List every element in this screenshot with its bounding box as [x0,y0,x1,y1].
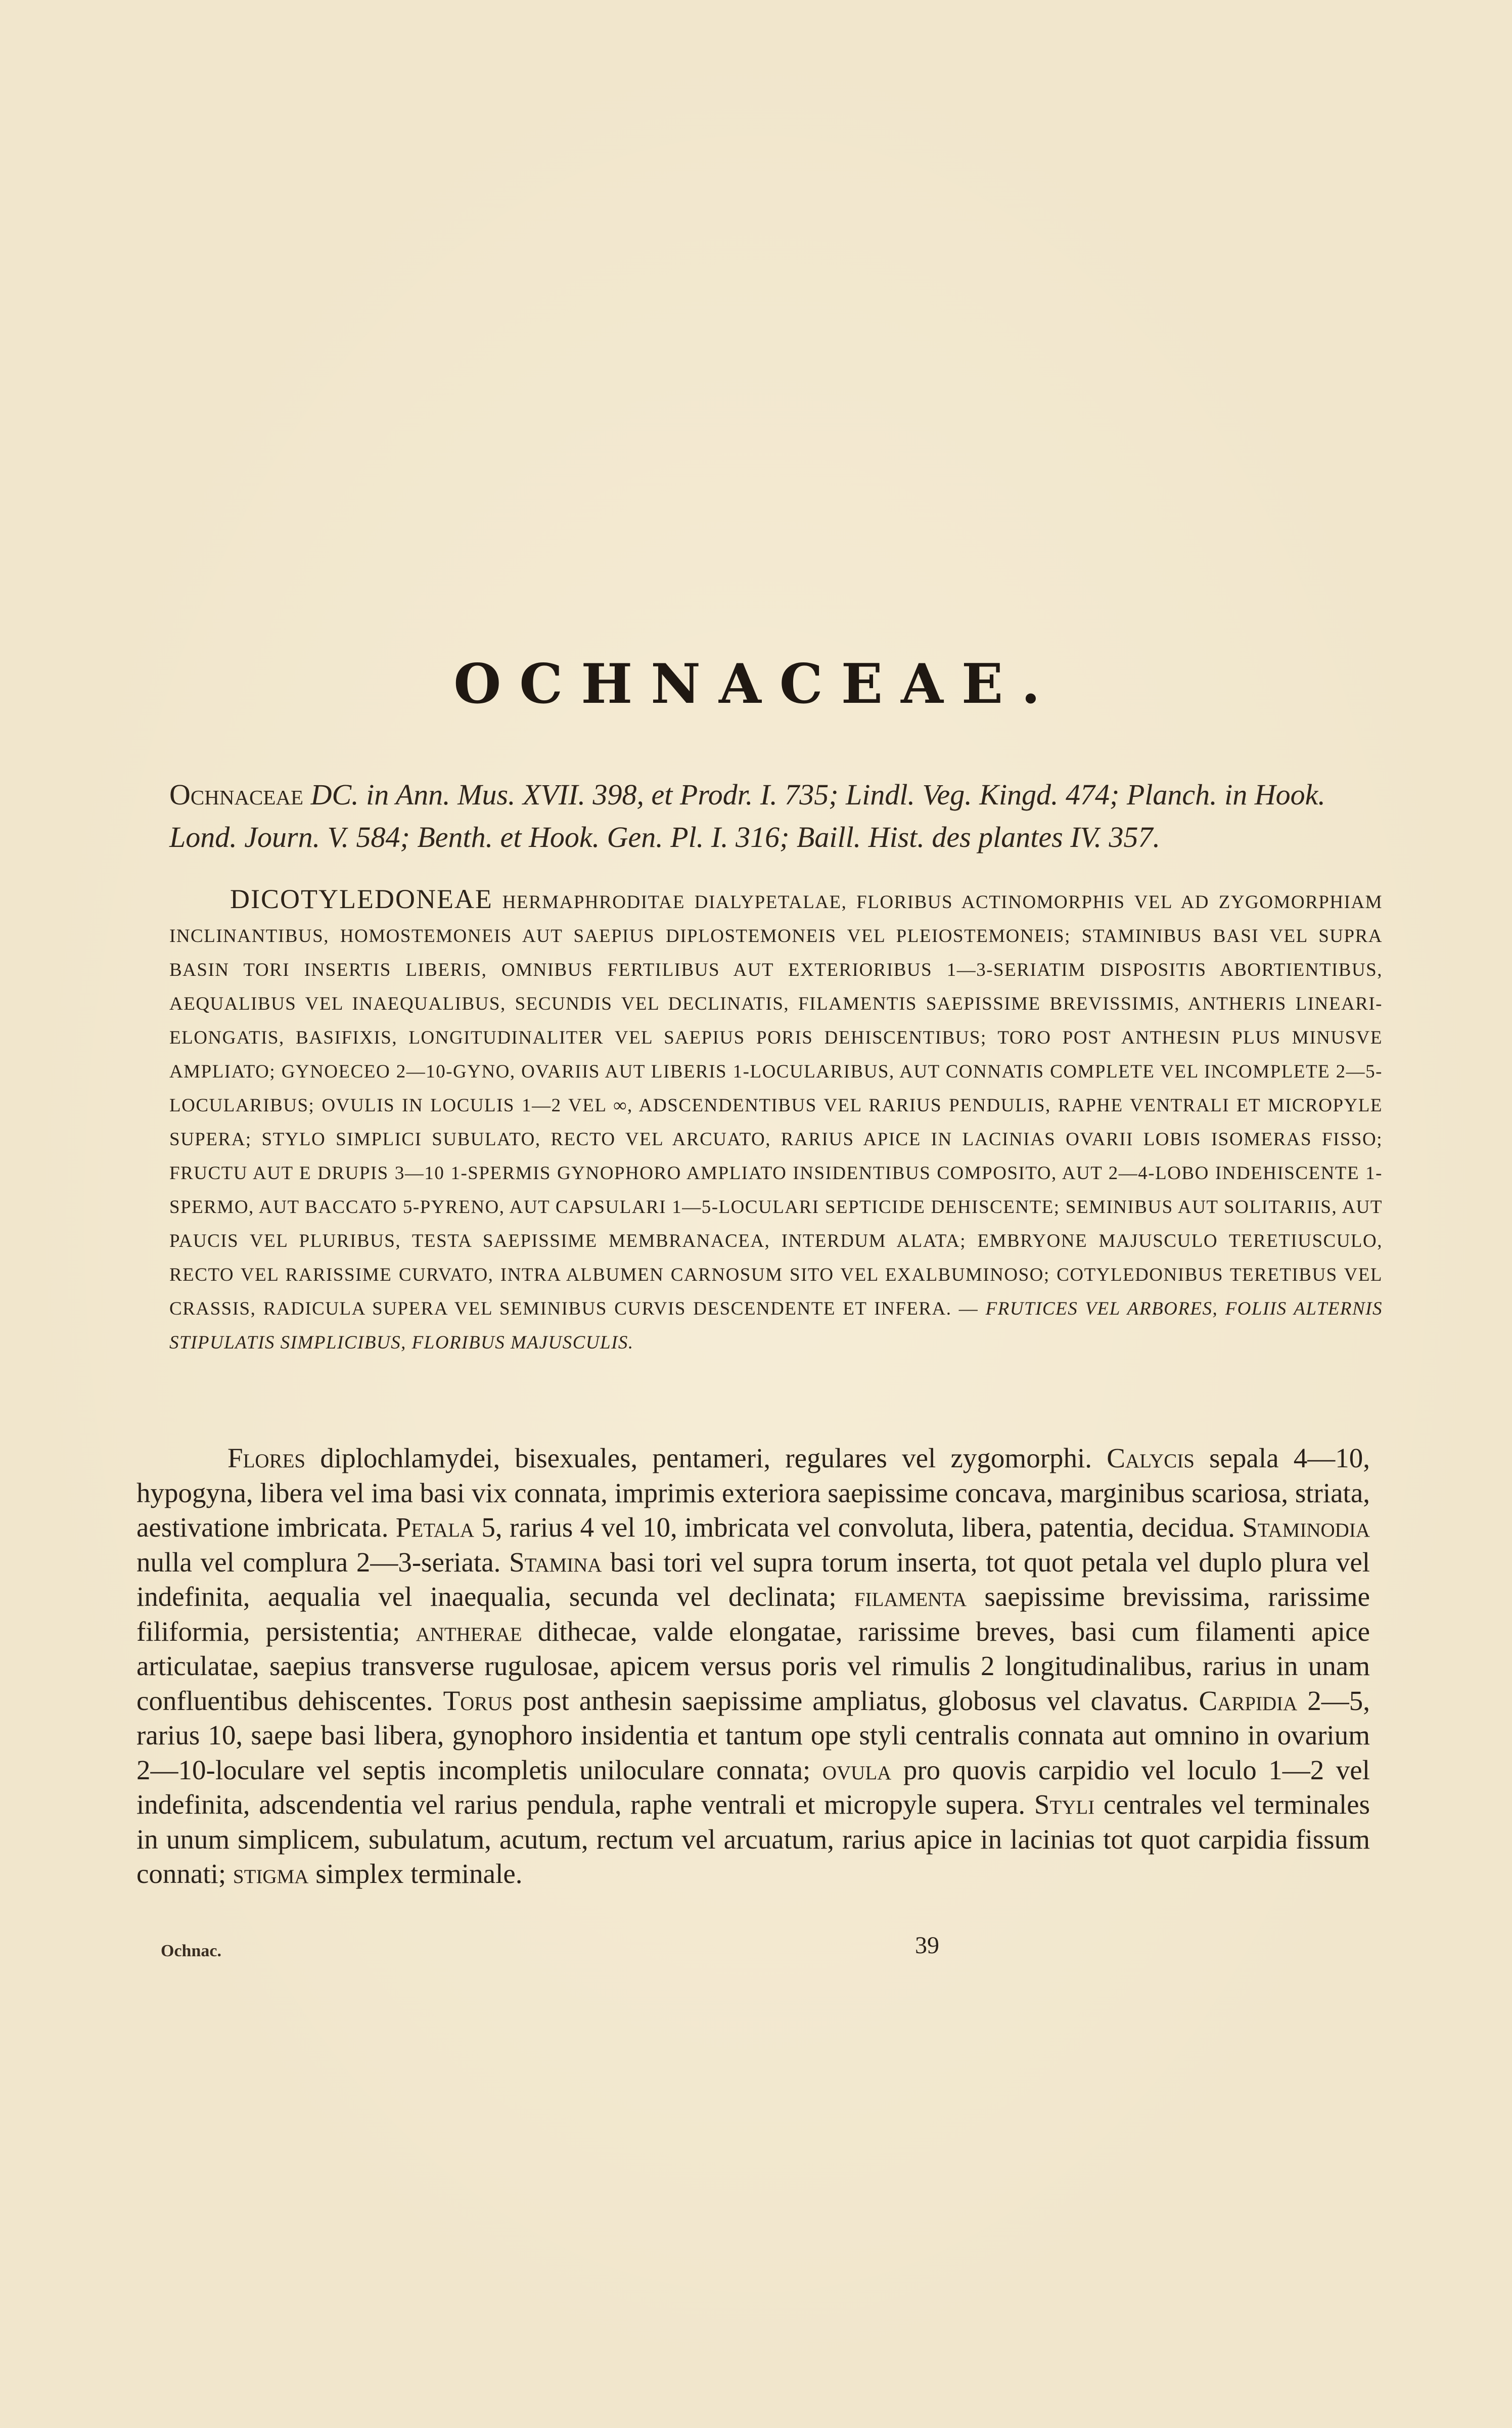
description-text: 2—5, rarius 10, saepe basi libera, gynophoro insidentia et tantum ope styli centralis connata aut omnino in ovarium 2—10-loculare vel septis incompletis uniloculare connata; [136,1685,1370,1785]
diagnosis-habit: FRUTICES VEL ARBORES, FOLIIS ALTERNIS STIPULATIS SIMPLICIBUS, FLORIBUS MAJUSCULIS. [169,1298,1383,1353]
page-number: 39 [915,1932,939,1959]
description-text: simplex terminale. [308,1858,523,1889]
description-term: Stamina [509,1546,602,1578]
diagnosis-lead: DICOTYLEDONEAE [230,884,493,914]
description-term: Torus [443,1685,513,1716]
description-term: Styli [1034,1789,1095,1820]
description-term: Staminodia [1242,1512,1370,1543]
page-title: OCHNACEAE. [453,652,1059,716]
description-text: pro quovis carpidio vel loculo 1—2 vel indefinita, adscendentia vel rarius pendula, raphe ventrali et micropyle supera. [136,1754,1370,1820]
description-term: Calycis [1107,1443,1195,1473]
signature-mark: Ochnac. [161,1942,221,1960]
description-term: antherae [416,1615,522,1647]
description-term: filamenta [854,1581,967,1612]
description-term: Carpidia [1199,1685,1298,1716]
diagnosis-body: HERMAPHRODITAE DIALYPETALAE, FLORIBUS ACTINOMORPHIS VEL AD ZYGOMORPHIAM INCLINANTIBUS, HOMOSTEMONEIS AUT SAEPIUS DIPLOSTEMONEIS VEL PLEIOSTEMONEIS; STAMINIBUS BASI VEL SUPRA BASIN TORI INSERTIS LIBERIS, OMNIBUS FERTILIBUS AUT EXTERIORIBUS 1—3-SERIATIM DISPOSITIS ABORTIENTIBUS, AEQUALIBUS VEL INAEQUALIBUS, SECUNDIS VEL DECLINATIS, FILAMENTIS SAEPISSIME BREVISSIMIS, ANTHERIS LINEARI-ELONGATIS, BASIFIXIS, LONGITUDINALITER VEL SAEPIUS PORIS DEHISCENTIBUS; TORO POST ANTHESIN PLUS MINUSVE AMPLIATO; GYNOECEO 2—10-GYNO, OVARIIS AUT LIBERIS 1-LOCULARIBUS, AUT CONNATIS COMPLETE VEL INCOMPLETE 2—5-LOCULARIBUS; OVULIS IN LOCULIS 1—2 VEL ∞, ADSCENDENTIBUS VEL RARIUS PENDULIS, RAPHE VENTRALI ET MICROPYLE SUPERA; STYLO SIMPLICI SUBULATO, RECTO VEL ARCUATO, RARIUS APICE IN LACINIAS OVARII LOBIS ISOMERAS FISSO; FRUCTU AUT E DRUPIS 3—10 1-SPERMIS GYNOPHORO AMPLIATO INSIDENTIBUS COMPOSITO, AUT 2—4-LOBO INDEHISCENTE 1-SPERMO, AUT BACCATO 5-PYRENO, AUT CAPSULARI 1—5-LOCULARI SEPTICIDE DEHISCENTE; SEMINIBUS AUT SOLITARIIS, AUT PAUCIS VEL PLURIBUS, TESTA SAEPISSIME MEMBRANACEA, INTERDUM ALATA; EMBRYONE MAJUSCULO TERETIUSCULO, RECTO VEL RARISSIME CURVATO, INTRA ALBUMEN CARNOSUM SITO VEL EXALBUMINOSO; COTYLEDONIBUS TERETIBUS VEL CRASSIS, RADICULA SUPERA VEL SEMINIBUS CURVIS DESCENDENTE ET INFERA. — [169,892,1383,1319]
description-text: dithecae, valde elongatae, rarissime breves, basi cum filamenti apice articulatae, saepius transverse rugulosae, apicem versus poris vel rimulis 2 longitudinalibus, rarius in unam confluentibus dehiscentes. [136,1615,1370,1716]
description-text: nulla vel complura 2—3-seriata. [136,1546,510,1578]
description-text: saepissime brevissima, rarissime filiformia, persistentia; [136,1581,1370,1647]
description-term: Flores [227,1443,306,1473]
description-term: ovula [822,1754,892,1785]
citation-references: DC. in Ann. Mus. XVII. 398, et Prodr. I. 735; Lindl. Veg. Kingd. 474; Planch. in Hook. Lond. Journ. V. 584; Benth. et Hook. Gen. Pl. I. 316; Baill. Hist. des plantes IV. 357. [169,778,1325,853]
description-text: 5, rarius 4 vel 10, imbricata vel convoluta, libera, patentia, decidua. [474,1512,1243,1543]
citation-paragraph [169,774,1362,859]
description-text: basi tori vel supra torum inserta, tot quot petala vel duplo plura vel indefinita, aequalia vel inaequalia, secunda vel declinata; [136,1546,1370,1612]
description-text: post anthesin saepissime ampliatus, globosus vel clavatus. [513,1685,1199,1716]
diagnosis-paragraph [169,882,1383,1360]
description-text: diplochlamydei, bisexuales, pentameri, regulares vel zygomorphi. [305,1443,1107,1473]
citation-family: Ochnaceae [169,778,304,811]
description-text: centrales vel terminales in unum simplicem, subulatum, acutum, rectum vel arcuatum, rarius apice in lacinias tot quot carpidia fissum connati; [136,1789,1370,1889]
description-text: sepala 4—10, hypogyna, libera vel ima basi vix connata, imprimis exteriora saepissime concava, marginibus scariosa, striata, aestivatione imbricata. [136,1443,1370,1543]
description-term: stigma [233,1858,309,1889]
description-term: Petala [395,1512,475,1543]
description-paragraph [136,1441,1370,1892]
